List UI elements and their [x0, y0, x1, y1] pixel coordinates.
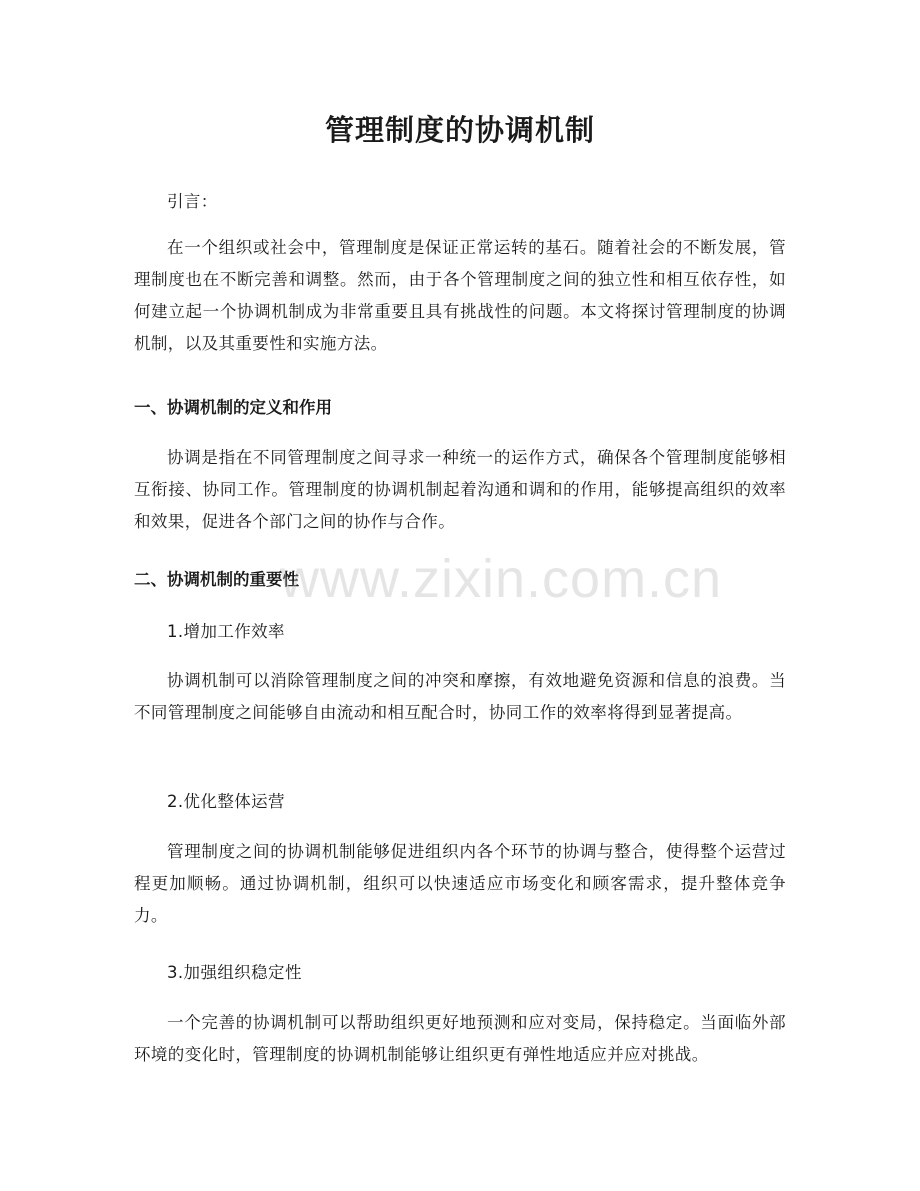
item2-paragraph: 管理制度之间的协调机制能够促进组织内各个环节的协调与整合，使得整个运营过程更加顺畅。通过协调机制，组织可以快速适应市场变化和顾客需求，提升整体竞争力。	[134, 842, 786, 925]
item2-title: 2.优化整体运营	[167, 792, 285, 811]
section1-paragraph: 协调是指在不同管理制度之间寻求一种统一的运作方式，确保各个管理制度能够相互衔接、协同工作。管理制度的协调机制起着沟通和调和的作用，能够提高组织的效率和效果，促进各个部门之间的协作与合作。	[134, 448, 786, 531]
item1-title: 1.增加工作效率	[167, 622, 285, 641]
document-title: 管理制度的协调机制	[324, 113, 595, 147]
watermark: www.zixin.com.cn	[280, 549, 723, 609]
intro-label: 引言：	[167, 192, 218, 211]
section1-heading: 一、协调机制的定义和作用	[134, 398, 332, 417]
item3-title: 3.加强组织稳定性	[167, 963, 302, 982]
item3-paragraph: 一个完善的协调机制可以帮助组织更好地预测和应对变局，保持稳定。当面临外部环境的变化时，管理制度的协调机制能够让组织更有弹性地适应并应对挑战。	[134, 1013, 786, 1064]
intro-paragraph: 在一个组织或社会中，管理制度是保证正常运转的基石。随着社会的不断发展，管理制度也在不断完善和调整。然而，由于各个管理制度之间的独立性和相互依存性，如何建立起一个协调机制成为非常重要且具有挑战性的问题。本文将探讨管理制度的协调机制，以及其重要性和实施方法。	[134, 238, 786, 353]
section2-heading: 二、协调机制的重要性	[134, 570, 299, 589]
item1-paragraph: 协调机制可以消除管理制度之间的冲突和摩擦，有效地避免资源和信息的浪费。当不同管理制度之间能够自由流动和相互配合时，协同工作的效率将得到显著提高。	[134, 671, 786, 722]
